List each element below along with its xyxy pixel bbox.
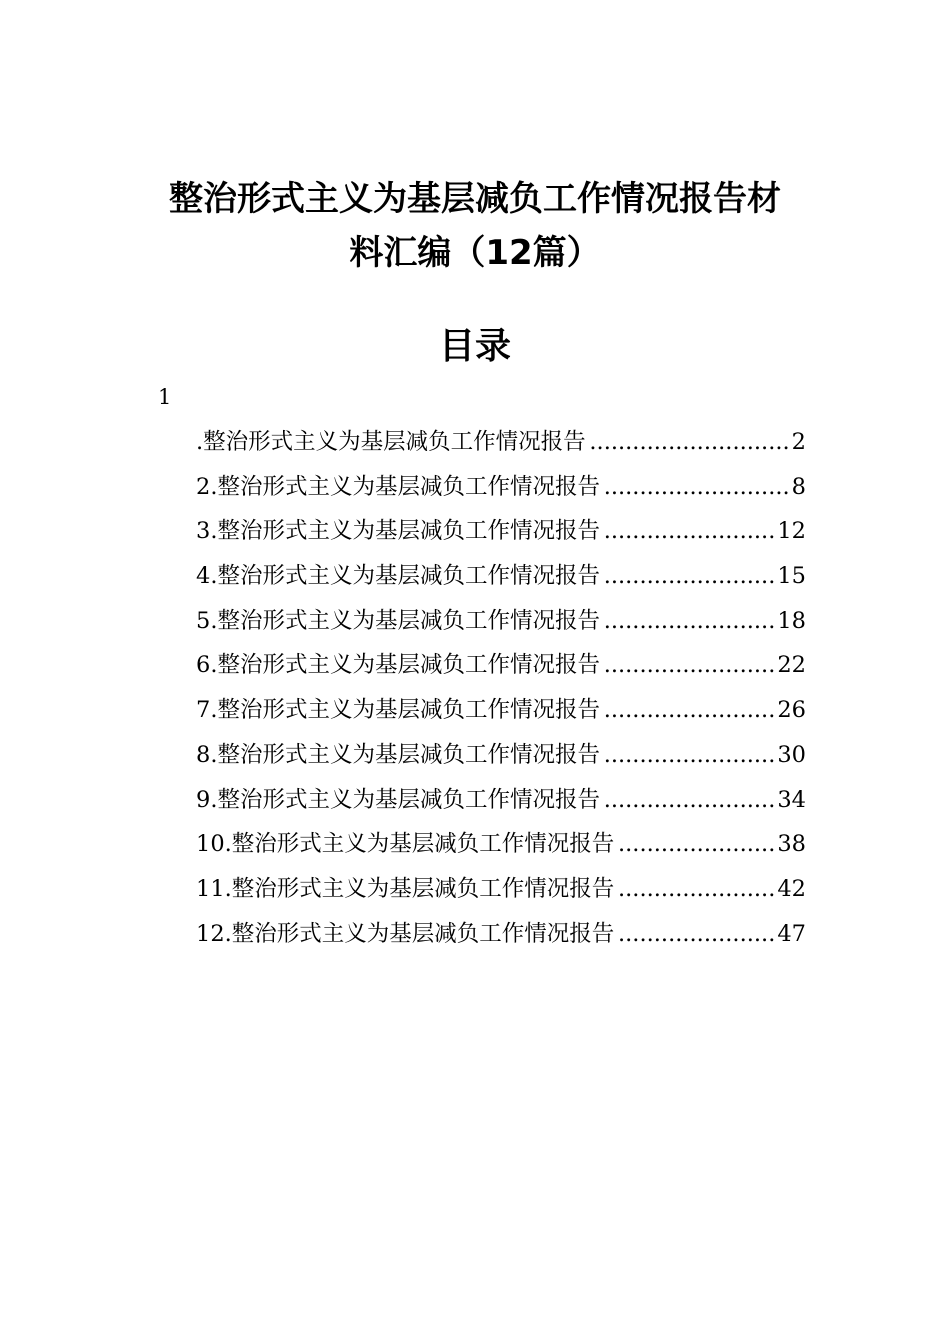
toc-entry-page: 34 bbox=[777, 786, 806, 813]
toc-entry[interactable] bbox=[196, 465, 806, 510]
toc-entry[interactable] bbox=[196, 733, 806, 778]
toc-entry[interactable] bbox=[196, 822, 806, 867]
toc-entry-title: 整治形式主义为基层减负工作情况报告 bbox=[217, 473, 600, 500]
toc-entry-title: 整治形式主义为基层减负工作情况报告 bbox=[217, 563, 600, 590]
toc-dot-leader bbox=[602, 778, 775, 823]
toc-entry[interactable] bbox=[196, 688, 806, 733]
document-title-line-1: 整治形式主义为基层减负工作情况报告材 bbox=[169, 179, 781, 219]
toc-entry-title: 整治形式主义为基层减负工作情况报告 bbox=[217, 652, 600, 679]
toc-dot-leader bbox=[616, 822, 775, 867]
toc-entry-title: 整治形式主义为基层减负工作情况报告 bbox=[231, 875, 615, 902]
toc-heading: 目录 bbox=[438, 326, 511, 367]
toc-entry-page: 42 bbox=[777, 875, 806, 902]
toc-entry-page: 38 bbox=[777, 831, 806, 858]
toc-entry-number: 11. bbox=[196, 875, 232, 902]
toc-entry-title: 整治形式主义为基层减负工作情况报告 bbox=[203, 429, 586, 455]
toc-entry-number: 3. bbox=[196, 518, 218, 545]
toc-entry-title: 整治形式主义为基层减负工作情况报告 bbox=[217, 518, 600, 545]
toc-stray-number: 1 bbox=[158, 385, 172, 409]
toc-entry-title: 整治形式主义为基层减负工作情况报告 bbox=[217, 786, 600, 813]
toc-entry-title: 整治形式主义为基层减负工作情况报告 bbox=[217, 741, 600, 768]
toc-entry-number: 2. bbox=[196, 473, 218, 500]
toc-entry-page: 15 bbox=[777, 563, 806, 590]
toc-dot-leader bbox=[602, 733, 775, 778]
toc-entry[interactable] bbox=[196, 912, 806, 957]
toc-entry-page: 18 bbox=[777, 607, 806, 634]
table-of-contents bbox=[196, 420, 806, 956]
toc-entry-number: 12. bbox=[196, 920, 232, 947]
toc-entry-number: . bbox=[196, 429, 204, 455]
toc-entry[interactable] bbox=[196, 643, 806, 688]
document-title-line-2: 料汇编（12篇） bbox=[349, 233, 601, 273]
toc-entry[interactable] bbox=[196, 509, 806, 554]
toc-dot-leader bbox=[602, 643, 775, 688]
toc-entry-page: 26 bbox=[777, 697, 806, 724]
toc-entry-number: 8. bbox=[196, 741, 218, 768]
toc-entry-number: 5. bbox=[196, 607, 218, 634]
toc-entry[interactable] bbox=[196, 554, 806, 599]
toc-entry-title: 整治形式主义为基层减负工作情况报告 bbox=[231, 920, 615, 947]
toc-entry-page: 8 bbox=[791, 473, 806, 500]
toc-entry-page: 22 bbox=[777, 652, 806, 679]
toc-dot-leader bbox=[602, 465, 790, 510]
toc-entry-title: 整治形式主义为基层减负工作情况报告 bbox=[217, 607, 600, 634]
toc-entry[interactable] bbox=[196, 599, 806, 644]
toc-entry-number: 7. bbox=[196, 697, 218, 724]
toc-dot-leader bbox=[602, 554, 775, 599]
toc-entry-number: 10. bbox=[196, 831, 232, 858]
toc-entry-page: 12 bbox=[777, 518, 806, 545]
toc-entry-page: 30 bbox=[777, 741, 806, 768]
toc-entry[interactable] bbox=[196, 778, 806, 823]
toc-entry[interactable] bbox=[196, 867, 806, 912]
toc-entry-title: 整治形式主义为基层减负工作情况报告 bbox=[231, 831, 615, 858]
toc-dot-leader bbox=[616, 912, 775, 957]
document-title bbox=[150, 172, 800, 280]
toc-dot-leader bbox=[588, 420, 790, 465]
toc-dot-leader bbox=[602, 688, 775, 733]
toc-dot-leader bbox=[602, 509, 775, 554]
toc-entry-title: 整治形式主义为基层减负工作情况报告 bbox=[217, 697, 600, 724]
toc-dot-leader bbox=[616, 867, 775, 912]
toc-entry-number: 9. bbox=[196, 786, 218, 813]
toc-entry-page: 47 bbox=[777, 920, 806, 947]
toc-entry-number: 4. bbox=[196, 563, 218, 590]
toc-entry-page: 2 bbox=[791, 429, 806, 455]
toc-entry[interactable] bbox=[196, 420, 806, 465]
toc-entry-number: 6. bbox=[196, 652, 218, 679]
toc-dot-leader bbox=[602, 599, 775, 644]
